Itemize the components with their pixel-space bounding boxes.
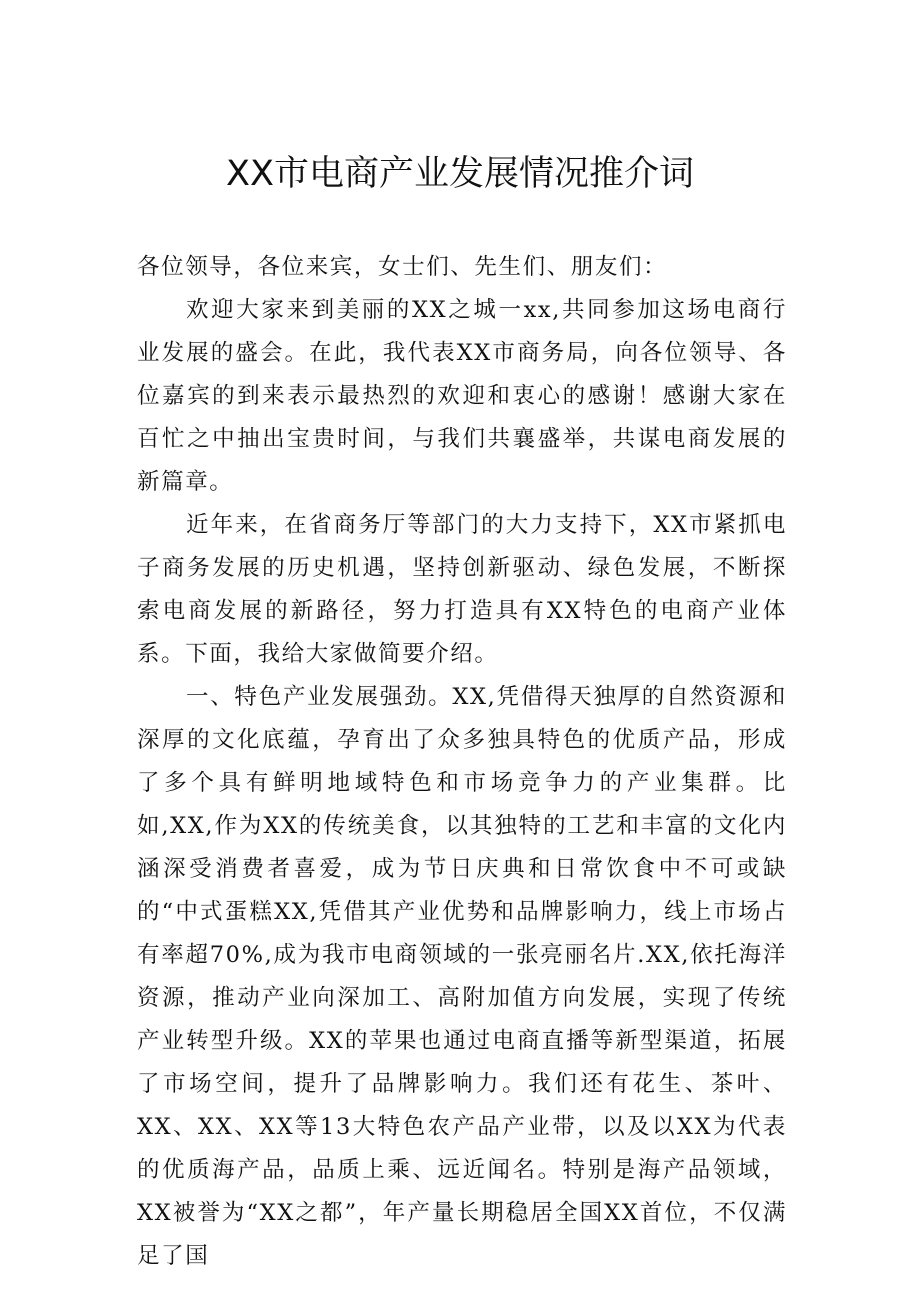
industry-paragraph: 一、特色产业发展强劲。XX,凭借得天独厚的自然资源和深厚的文化底蕴，孕育出了众多独具特色的优质产品，形成了多个具有鲜明地域特色和市场竞争力的产业集群。比如,XX,作为XX的传统美食，以其独特的工艺和丰富的文化内涵深受消费者喜爱，成为节日庆典和日常饮食中不可或缺的“中式蛋糕XX,凭借其产业优势和品牌影响力，线上市场占有率超70%,成为我市电商领域的一张亮丽名片.XX,依托海洋资源，推动产业向深加工、高附加值方向发展，实现了传统产业转型升级。XX的苹果也通过电商直播等新型渠道，拓展了市场空间，提升了品牌影响力。我们还有花生、茶叶、XX、XX、XX等13大特色农产品产业带，以及以XX为代表的优质海产品，品质上乘、远近闻名。特别是海产品领域，XX被誉为“XX之都”，年产量长期稳居全国XX首位，不仅满足了国	[137, 684, 787, 1269]
document-body	[137, 246, 787, 1278]
document-title: XX市电商产业发展情况推介词	[226, 154, 694, 194]
welcome-paragraph: 欢迎大家来到美丽的XX之城一xx,共同参加这场电商行业发展的盛会。在此，我代表XX市商务局，向各位领导、各位嘉宾的到来表示最热烈的欢迎和衷心的感谢！感谢大家在百忙之中抽出宝贵时间，与我们共襄盛举，共谋电商发展的新篇章。	[137, 297, 787, 495]
salutation-paragraph: 各位领导，各位来宾，女士们、先生们、朋友们：	[137, 254, 668, 280]
introduction-paragraph: 近年来，在省商务厅等部门的大力支持下，XX市紧抓电子商务发展的历史机遇，坚持创新驱动、绿色发展，不断探索电商发展的新路径，努力打造具有XX特色的电商产业体系。下面，我给大家做简要介绍。	[137, 512, 787, 667]
